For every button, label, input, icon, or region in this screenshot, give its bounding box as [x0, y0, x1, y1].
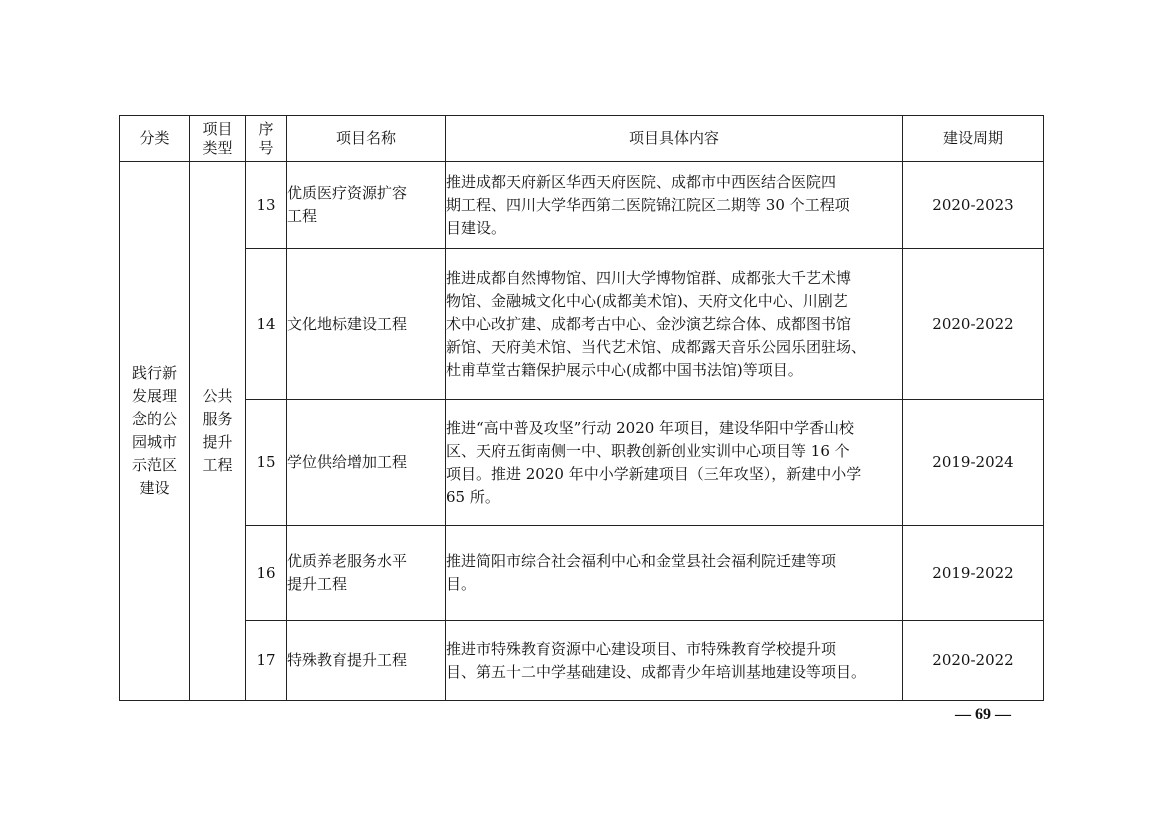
- table-row: [120, 526, 1044, 621]
- table-row: [120, 621, 1044, 701]
- row-number: 14: [246, 249, 287, 400]
- project-content: 推进“高中普及攻坚”行动 2020 年项目，建设华阳中学香山校 区、天府五街南侧一中、职教创新创业实训中心项目等 16 个 项目。推进 2020 年中小学新建项目（三年攻坚），新建中小学 65 所。: [446, 400, 903, 526]
- project-content: 推进市特殊教育资源中心建设项目、市特殊教育学校提升项 目、第五十二中学基础建设、成都青少年培训基地建设等项目。: [446, 621, 903, 701]
- project-name: 特殊教育提升工程: [287, 621, 446, 701]
- category-cell: 践行新 发展理 念的公 园城市 示范区 建设: [120, 162, 190, 701]
- project-content: 推进成都天府新区华西天府医院、成都市中西医结合医院四 期工程、四川大学华西第二医院锦江院区二期等 30 个工程项 目建设。: [446, 162, 903, 249]
- page-number: — 69 —: [955, 706, 1011, 723]
- project-period: 2019-2022: [903, 526, 1044, 621]
- project-period: 2020-2023: [903, 162, 1044, 249]
- row-number: 17: [246, 621, 287, 701]
- table-row: [120, 400, 1044, 526]
- header-content: 项目具体内容: [446, 116, 903, 162]
- project-table: [119, 115, 1044, 701]
- table-row: [120, 249, 1044, 400]
- table-header-row: [120, 116, 1044, 162]
- project-period: 2020-2022: [903, 621, 1044, 701]
- project-name: 文化地标建设工程: [287, 249, 446, 400]
- type-cell: 公共 服务 提升 工程: [190, 162, 246, 701]
- header-category: 分类: [120, 116, 190, 162]
- table-row: [120, 162, 1044, 249]
- row-number: 13: [246, 162, 287, 249]
- row-number: 16: [246, 526, 287, 621]
- header-num: 序 号: [246, 116, 287, 162]
- row-number: 15: [246, 400, 287, 526]
- project-content: 推进成都自然博物馆、四川大学博物馆群、成都张大千艺术博 物馆、金融城文化中心(成都美术馆)、天府文化中心、川剧艺 术中心改扩建、成都考古中心、金沙演艺综合体、成都图书馆 新馆、天府美术馆、当代艺术馆、成都露天音乐公园乐团驻场、 杜甫草堂古籍保护展示中心(成都中国书法馆)等项目。: [446, 249, 903, 400]
- header-name: 项目名称: [287, 116, 446, 162]
- project-period: 2019-2024: [903, 400, 1044, 526]
- project-name: 优质医疗资源扩容 工程: [287, 162, 446, 249]
- project-name: 优质养老服务水平 提升工程: [287, 526, 446, 621]
- project-name: 学位供给增加工程: [287, 400, 446, 526]
- header-period: 建设周期: [903, 116, 1044, 162]
- header-type: 项目 类型: [190, 116, 246, 162]
- project-period: 2020-2022: [903, 249, 1044, 400]
- project-content: 推进简阳市综合社会福利中心和金堂县社会福利院迁建等项 目。: [446, 526, 903, 621]
